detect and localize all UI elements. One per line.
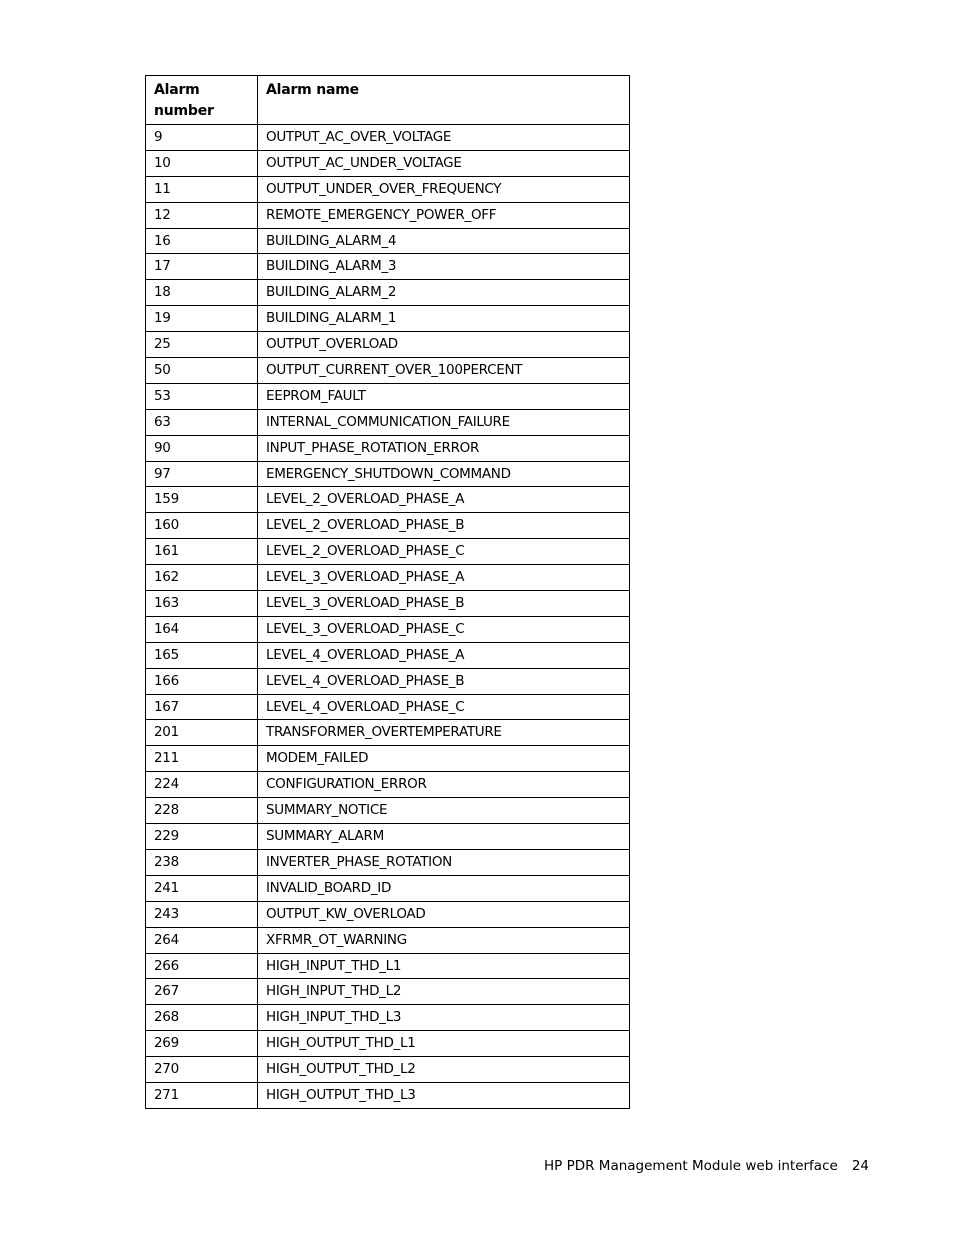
alarm-name-cell: BUILDING_ALARM_4	[258, 228, 630, 254]
alarm-name-cell: LEVEL_2_OVERLOAD_PHASE_C	[258, 539, 630, 565]
alarm-number-cell: 19	[146, 306, 258, 332]
alarm-number-cell: 271	[146, 1082, 258, 1108]
alarm-number-cell: 167	[146, 694, 258, 720]
alarm-name-cell: OUTPUT_AC_OVER_VOLTAGE	[258, 125, 630, 151]
alarm-name-cell: HIGH_INPUT_THD_L1	[258, 953, 630, 979]
table-row	[146, 849, 630, 875]
alarm-name-cell: LEVEL_4_OVERLOAD_PHASE_B	[258, 668, 630, 694]
table-row	[146, 461, 630, 487]
alarm-number-cell: 159	[146, 487, 258, 513]
alarm-name-cell: HIGH_OUTPUT_THD_L2	[258, 1057, 630, 1083]
table-row	[146, 358, 630, 384]
alarm-table	[145, 75, 630, 1109]
table-row	[146, 1005, 630, 1031]
table-row	[146, 772, 630, 798]
alarm-name-cell: HIGH_OUTPUT_THD_L1	[258, 1031, 630, 1057]
table-row	[146, 565, 630, 591]
alarm-name-cell: EMERGENCY_SHUTDOWN_COMMAND	[258, 461, 630, 487]
alarm-name-cell: LEVEL_3_OVERLOAD_PHASE_C	[258, 616, 630, 642]
alarm-number-cell: 201	[146, 720, 258, 746]
alarm-number-cell: 264	[146, 927, 258, 953]
table-row	[146, 694, 630, 720]
table-row	[146, 513, 630, 539]
alarm-rows	[146, 125, 630, 1109]
alarm-number-cell: 211	[146, 746, 258, 772]
table-row	[146, 824, 630, 850]
table-row	[146, 280, 630, 306]
table-row	[146, 979, 630, 1005]
table-row	[146, 798, 630, 824]
table-row	[146, 435, 630, 461]
alarm-name-cell: XFRMR_OT_WARNING	[258, 927, 630, 953]
header-alarm-name: Alarm name	[258, 76, 630, 125]
alarm-name-cell: OUTPUT_OVERLOAD	[258, 332, 630, 358]
alarm-number-cell: 162	[146, 565, 258, 591]
alarm-name-cell: BUILDING_ALARM_2	[258, 280, 630, 306]
table-row	[146, 953, 630, 979]
alarm-name-cell: BUILDING_ALARM_1	[258, 306, 630, 332]
alarm-name-cell: INPUT_PHASE_ROTATION_ERROR	[258, 435, 630, 461]
table-row	[146, 228, 630, 254]
table-row	[146, 591, 630, 617]
alarm-name-cell: HIGH_OUTPUT_THD_L3	[258, 1082, 630, 1108]
alarm-name-cell: LEVEL_4_OVERLOAD_PHASE_A	[258, 642, 630, 668]
alarm-number-cell: 9	[146, 125, 258, 151]
table-row	[146, 668, 630, 694]
table-row	[146, 616, 630, 642]
alarm-name-cell: LEVEL_3_OVERLOAD_PHASE_B	[258, 591, 630, 617]
table-row	[146, 901, 630, 927]
alarm-name-cell: SUMMARY_ALARM	[258, 824, 630, 850]
table-row	[146, 150, 630, 176]
table-row	[146, 306, 630, 332]
alarm-number-cell: 165	[146, 642, 258, 668]
table-row	[146, 409, 630, 435]
alarm-number-cell: 161	[146, 539, 258, 565]
table-row	[146, 539, 630, 565]
alarm-number-cell: 164	[146, 616, 258, 642]
alarm-number-cell: 25	[146, 332, 258, 358]
alarm-number-cell: 243	[146, 901, 258, 927]
table-row	[146, 642, 630, 668]
alarm-name-cell: OUTPUT_CURRENT_OVER_100PERCENT	[258, 358, 630, 384]
alarm-name-cell: TRANSFORMER_OVERTEMPERATURE	[258, 720, 630, 746]
alarm-number-cell: 11	[146, 176, 258, 202]
table-row	[146, 746, 630, 772]
alarm-number-cell: 50	[146, 358, 258, 384]
table-row	[146, 1057, 630, 1083]
alarm-number-cell: 229	[146, 824, 258, 850]
alarm-number-cell: 17	[146, 254, 258, 280]
alarm-name-cell: REMOTE_EMERGENCY_POWER_OFF	[258, 202, 630, 228]
alarm-number-cell: 241	[146, 875, 258, 901]
alarm-name-cell: SUMMARY_NOTICE	[258, 798, 630, 824]
table-row	[146, 875, 630, 901]
table-row	[146, 720, 630, 746]
alarm-number-cell: 228	[146, 798, 258, 824]
alarm-number-cell: 268	[146, 1005, 258, 1031]
alarm-name-cell: INVERTER_PHASE_ROTATION	[258, 849, 630, 875]
page-number: 24	[851, 1158, 869, 1174]
footer-title: HP PDR Management Module web interface	[544, 1158, 838, 1174]
alarm-number-cell: 270	[146, 1057, 258, 1083]
table-header-row	[146, 76, 630, 125]
alarm-name-cell: LEVEL_2_OVERLOAD_PHASE_B	[258, 513, 630, 539]
alarm-number-cell: 12	[146, 202, 258, 228]
table-row	[146, 1082, 630, 1108]
alarm-number-cell: 267	[146, 979, 258, 1005]
alarm-number-cell: 163	[146, 591, 258, 617]
alarm-name-cell: OUTPUT_AC_UNDER_VOLTAGE	[258, 150, 630, 176]
alarm-number-cell: 63	[146, 409, 258, 435]
table-row	[146, 125, 630, 151]
table-row	[146, 176, 630, 202]
alarm-number-cell: 97	[146, 461, 258, 487]
alarm-name-cell: INTERNAL_COMMUNICATION_FAILURE	[258, 409, 630, 435]
alarm-name-cell: MODEM_FAILED	[258, 746, 630, 772]
alarm-number-cell: 266	[146, 953, 258, 979]
alarm-number-cell: 224	[146, 772, 258, 798]
alarm-name-cell: BUILDING_ALARM_3	[258, 254, 630, 280]
page-footer	[544, 1158, 869, 1174]
alarm-number-cell: 10	[146, 150, 258, 176]
table-row	[146, 383, 630, 409]
alarm-name-cell: INVALID_BOARD_ID	[258, 875, 630, 901]
table-row	[146, 1031, 630, 1057]
alarm-number-cell: 166	[146, 668, 258, 694]
alarm-number-cell: 90	[146, 435, 258, 461]
alarm-name-cell: OUTPUT_KW_OVERLOAD	[258, 901, 630, 927]
table-row	[146, 927, 630, 953]
table-row	[146, 487, 630, 513]
table-row	[146, 332, 630, 358]
alarm-name-cell: HIGH_INPUT_THD_L3	[258, 1005, 630, 1031]
alarm-name-cell: CONFIGURATION_ERROR	[258, 772, 630, 798]
alarm-number-cell: 269	[146, 1031, 258, 1057]
table-row	[146, 202, 630, 228]
alarm-name-cell: OUTPUT_UNDER_OVER_FREQUENCY	[258, 176, 630, 202]
alarm-number-cell: 18	[146, 280, 258, 306]
alarm-name-cell: LEVEL_2_OVERLOAD_PHASE_A	[258, 487, 630, 513]
alarm-name-cell: LEVEL_3_OVERLOAD_PHASE_A	[258, 565, 630, 591]
alarm-number-cell: 53	[146, 383, 258, 409]
alarm-number-cell: 16	[146, 228, 258, 254]
header-alarm-number: Alarm number	[146, 76, 258, 125]
table-row	[146, 254, 630, 280]
alarm-name-cell: HIGH_INPUT_THD_L2	[258, 979, 630, 1005]
alarm-number-cell: 160	[146, 513, 258, 539]
alarm-name-cell: EEPROM_FAULT	[258, 383, 630, 409]
alarm-name-cell: LEVEL_4_OVERLOAD_PHASE_C	[258, 694, 630, 720]
alarm-number-cell: 238	[146, 849, 258, 875]
